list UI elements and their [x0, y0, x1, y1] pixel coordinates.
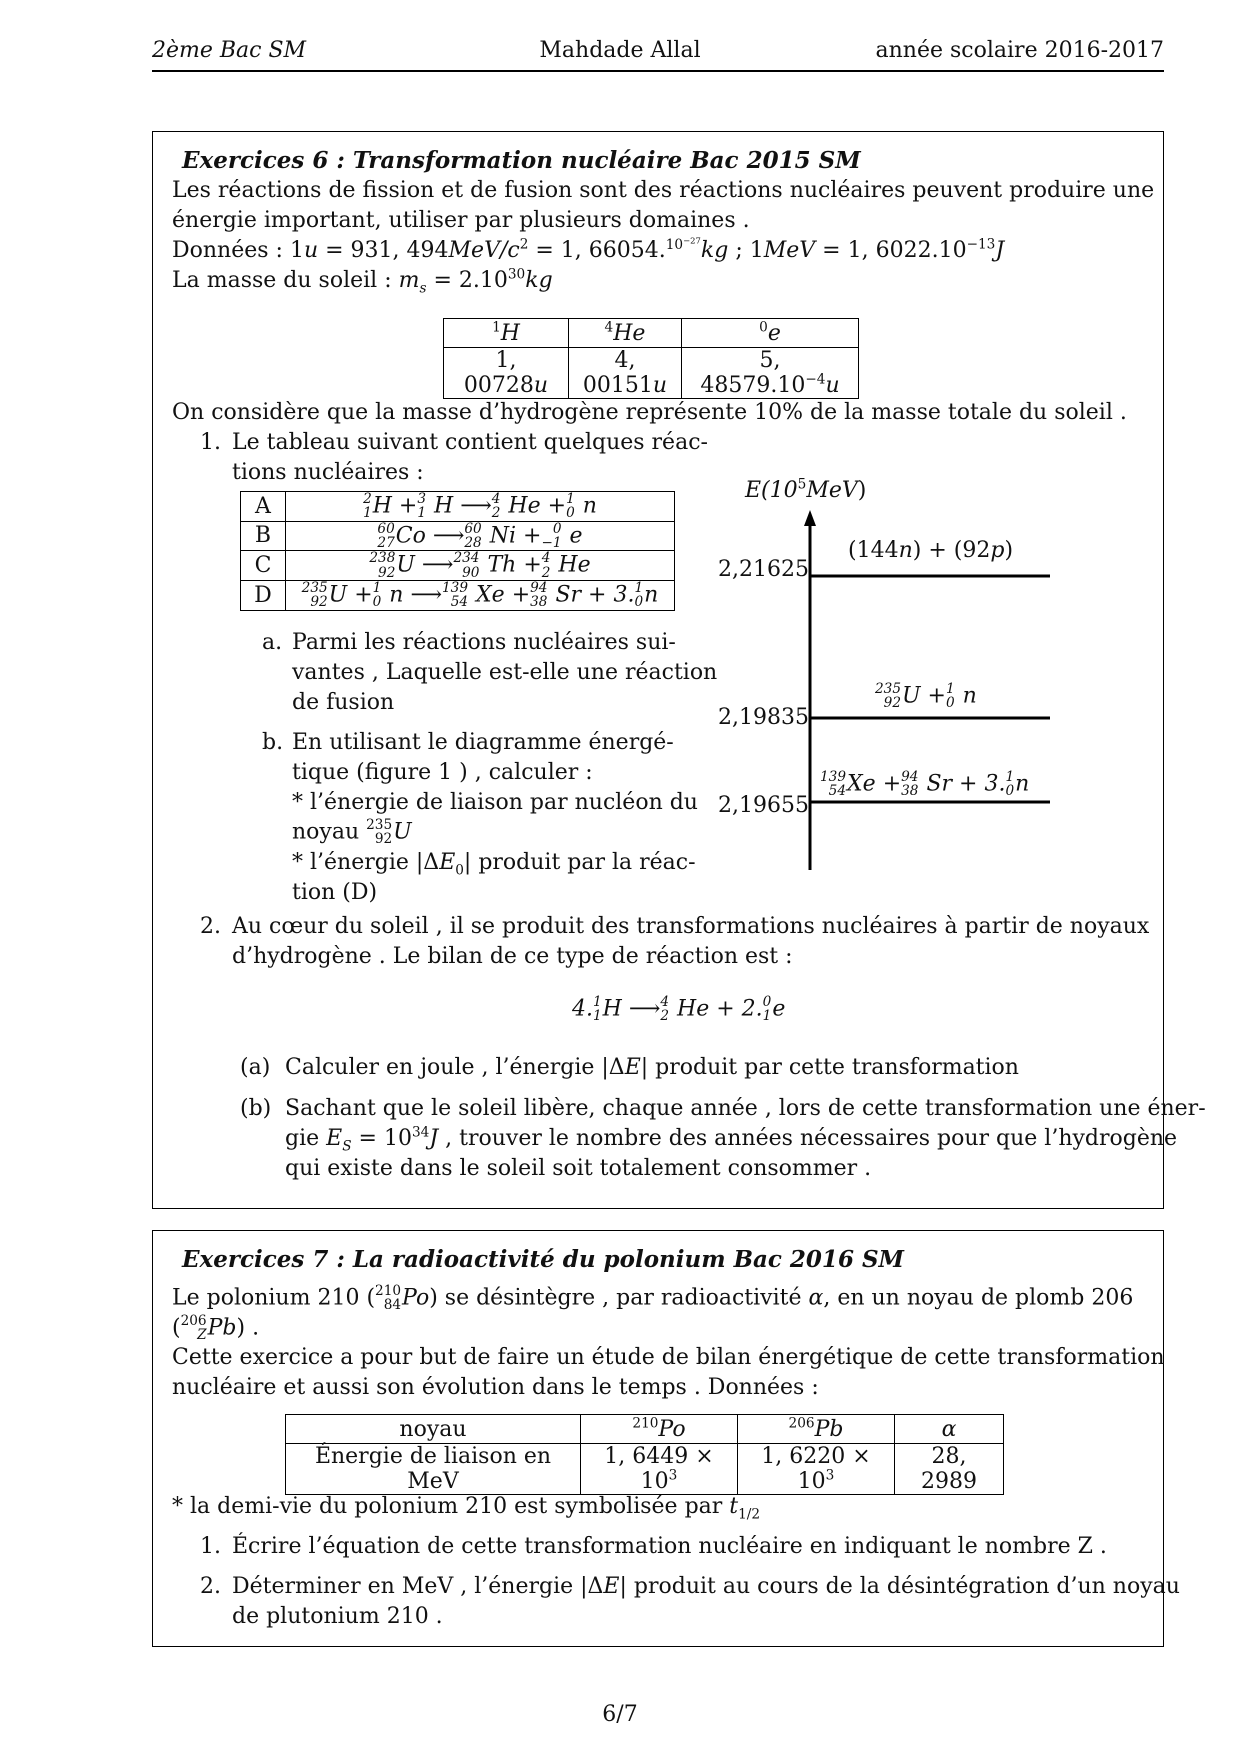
reaction-label-c: C — [241, 551, 286, 581]
binding-col-alpha: α — [895, 1415, 1004, 1444]
qa-line1: Parmi les réactions nucléaires sui- — [292, 630, 676, 655]
ex7-q2-line1: Déterminer en MeV , l’énergie |ΔE| produit au cours de la désintégration d’un noyau — [232, 1574, 1180, 1599]
qb-line5: * l’énergie $|\Delta E_0|$ produit par la réac- — [292, 850, 696, 879]
mass-value-e: 5, $48579.10^{-4}u$ — [682, 348, 859, 399]
level-label-3: 139 54 Xe + 94 38 Sr + 3. 1 0 n — [820, 769, 1030, 800]
level-label-2: 235 92 U + 1 0 n — [875, 681, 977, 712]
header-year: année scolaire 2016-2017 — [875, 38, 1164, 63]
qb-line4: noyau 235 92 U — [292, 817, 412, 848]
donnees-label: Données : — [172, 238, 283, 263]
ex6-masse-soleil: La masse du soleil : $m_s = 2.10^{30}kg$ — [172, 266, 553, 297]
header-author: Mahdade Allal — [539, 38, 701, 63]
ex6-donnees: Données : 1u = 931, $494MeV/c^2 = 1$, 66054.$^{10^{-27}}$kg ; 1MeV = 1, $6022.10^{-13}J$ — [172, 235, 1005, 263]
qa-line2: vantes , Laquelle est-elle une réaction — [292, 660, 718, 685]
mass-value-he: 4, 00151u — [569, 348, 682, 399]
reactions-table — [240, 491, 675, 611]
ex7-line4: nucléaire et aussi son évolution dans le temps . Données : — [172, 1375, 819, 1400]
qb-line2: tique (figure 1 ) , calculer : — [292, 760, 593, 785]
binding-value-alpha: 28, 2989 — [895, 1444, 1004, 1495]
ex7-q1-number: 1. — [200, 1534, 221, 1559]
reaction-b: 60 27 Co ⟶ 60 28 Ni + 0 −1 e — [286, 521, 675, 551]
ex7-demi-vie: * la demi-vie du polonium 210 est symbolisée par $t_{1/2}$ — [172, 1494, 761, 1523]
binding-col-po: $^{210}$Po — [581, 1415, 738, 1444]
qb-line6: tion (D) — [292, 880, 378, 905]
mass-header-h: $^1$H — [444, 319, 569, 348]
fusion-equation: 4. 1 1 H ⟶ 4 2 He + 2. 0 1 e — [572, 994, 786, 1025]
qa-label: a. — [262, 630, 283, 655]
q2b-line2: gie $E_S = 10^{34}J$ , trouver le nombre des années nécessaires pour que l’hydrogène — [285, 1124, 1178, 1155]
level-value-1: 2,21625 — [718, 557, 809, 582]
q2a-label: (a) — [240, 1055, 271, 1080]
q1-line1: Le tableau suivant contient quelques réac- — [232, 430, 708, 455]
qb-line3: * l’énergie de liaison par nucléon du — [292, 790, 698, 815]
q2a-line1: Calculer en joule , l’énergie |ΔE| produit par cette transformation — [285, 1055, 1019, 1080]
qb-label: b. — [262, 730, 284, 755]
q2b-line1: Sachant que le soleil libère, chaque année , lors de cette transformation une éner- — [285, 1096, 1206, 1121]
level-label-1: (144n) + (92p) — [848, 538, 1014, 563]
reaction-label-a: A — [241, 492, 286, 522]
level-value-3: 2,19655 — [718, 793, 809, 818]
exercise-7-title: Exercices 7 : La radioactivité du polonium Bac 2016 SM — [182, 1246, 905, 1273]
reaction-c: 238 92 U ⟶ 234 90 Th + 4 2 He — [286, 551, 675, 581]
binding-energy-table — [285, 1414, 1004, 1495]
q1-number: 1. — [200, 430, 221, 455]
level-value-2: 2,19835 — [718, 705, 809, 730]
q2-line1: Au cœur du soleil , il se produit des transformations nucléaires à partir de noyaux — [232, 914, 1150, 939]
exercise-6-title: Exercices 6 : Transformation nucléaire Bac 2015 SM — [182, 147, 861, 174]
q2-line2: d’hydrogène . Le bilan de ce type de réaction est : — [232, 944, 793, 969]
reaction-label-d: D — [241, 580, 286, 610]
header-class: 2ème Bac SM — [152, 38, 307, 63]
binding-col-noyau: noyau — [286, 1415, 581, 1444]
ex7-line3: Cette exercice a pour but de faire un étude de bilan énergétique de cette transformation — [172, 1345, 1165, 1370]
q2-number: 2. — [200, 914, 221, 939]
mass-header-he: $^4$He — [569, 319, 682, 348]
reaction-a: 2 1 H + 3 1 H ⟶ 4 2 He + 1 0 n — [286, 492, 675, 522]
masse-soleil-label: La masse du soleil : — [172, 268, 392, 293]
page-number: 6/7 — [602, 1702, 638, 1727]
mass-header-e: $^0$e — [682, 319, 859, 348]
q2b-label: (b) — [240, 1096, 272, 1121]
ex7-line2: ( 206 Z Pb) . — [172, 1313, 260, 1344]
ex7-q2-line2: de plutonium 210 . — [232, 1604, 443, 1629]
qa-line3: de fusion — [292, 690, 395, 715]
energy-axis-arrow — [804, 510, 816, 526]
q2b-line3: qui existe dans le soleil soit totalement consommer . — [285, 1156, 872, 1181]
binding-row-label: Énergie de liaison en MeV — [286, 1444, 581, 1495]
energy-axis-label: $E(10^5MeV)$ — [745, 476, 867, 503]
mass-value-h: 1, 00728u — [444, 348, 569, 399]
binding-value-po: 1, $6449 \times 10^3$ — [581, 1444, 738, 1495]
ex7-q2-number: 2. — [200, 1574, 221, 1599]
ex7-line1: Le polonium 210 ( 210 84 Po) se désintègre , par radioactivité α, en un noyau de plomb 206 — [172, 1283, 1134, 1314]
q1-line2: tions nucléaires : — [232, 460, 424, 485]
reaction-label-b: B — [241, 521, 286, 551]
mass-table — [443, 318, 859, 399]
ex6-intro-line2: énergie important, utiliser par plusieurs domaines . — [172, 208, 750, 233]
ex7-q1: Écrire l’équation de cette transformation nucléaire en indiquant le nombre Z . — [232, 1534, 1107, 1559]
header-rule — [152, 70, 1164, 72]
reaction-d: 235 92 U + 1 0 n ⟶ 139 54 Xe + 94 38 Sr + 3. 1 0 n — [286, 580, 675, 610]
ex6-hydrogene-line: On considère que la masse d’hydrogène représente 10% de la masse totale du soleil . — [172, 400, 1127, 425]
qb-line1: En utilisant le diagramme énergé- — [292, 730, 674, 755]
binding-col-pb: $^{206}$Pb — [738, 1415, 895, 1444]
ex6-intro-line1: Les réactions de fission et de fusion sont des réactions nucléaires peuvent produire une — [172, 178, 1155, 203]
binding-value-pb: 1, $6220 \times 10^3$ — [738, 1444, 895, 1495]
